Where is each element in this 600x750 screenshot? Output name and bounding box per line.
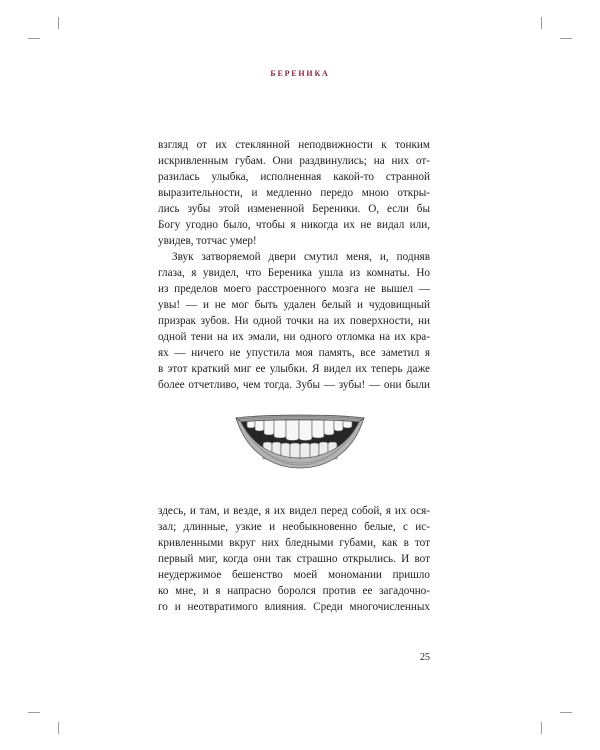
text-line: глаза, я увидел, что Береника ушла из комнаты. Но (158, 267, 430, 279)
text-line: Богу угодно было, чтобы я никогда их не видал или, (158, 219, 430, 231)
body-text-top (158, 137, 430, 393)
text-line: увы! — и не мог быть удален белый и чудовищный (158, 299, 430, 311)
crop-mark-bottom-right-vertical (541, 722, 542, 734)
text-line: зал; длинные, узкие и необыкновенно белые, с ис- (158, 521, 430, 533)
text-line: первый миг, когда они так страшно открылись. И вот (158, 553, 430, 565)
text-line: ях — ничего не упустила моя память, все заметил я (158, 347, 430, 359)
text-line: кривленными вкруг них бледными губами, как в тот (158, 537, 430, 549)
text-line: призрак зубов. Ни одной точки на их поверхности, ни (158, 315, 430, 327)
crop-mark-top-left-vertical (58, 17, 59, 29)
text-line: одной тени на их эмали, ни одного отломка на их кра- (158, 331, 430, 343)
smile-illustration (235, 411, 365, 471)
text-line: ко мне, и я напрасно боролся против ее загадочно- (158, 585, 430, 597)
text-line: неудержимое бешенство моей мономании пришло (158, 569, 430, 581)
text-line: разилась улыбка, исполненная какой-то странной (158, 171, 430, 183)
text-line: выразительности, и медленно передо мною откры- (158, 187, 430, 199)
text-line: из пределов моего расстроенного мозга не вышел — (158, 283, 430, 295)
crop-mark-bottom-right-horizontal (560, 712, 572, 713)
crop-mark-top-right-horizontal (560, 38, 572, 39)
crop-mark-top-right-vertical (541, 17, 542, 29)
text-line: здесь, и там, и везде, я их видел перед собой, я их ося- (158, 505, 430, 517)
body-text-bottom (158, 503, 430, 615)
text-line: лись зубы этой измененной Береники. О, если бы (158, 203, 430, 215)
text-line: искривленным губам. Они раздвинулись; на них от- (158, 155, 430, 167)
crop-mark-bottom-left-vertical (58, 722, 59, 734)
running-title: БЕРЕНИКА (270, 69, 330, 78)
text-line-paragraph-end: увидев, тотчас умер! (158, 235, 257, 247)
text-line: более отчетливо, чем тогда. Зубы — зубы! — они были (158, 379, 430, 391)
text-line: в этот краткий миг ее улыбки. Я видел их теперь даже (158, 363, 430, 375)
text-line-paragraph-start: Звук затворяемой двери смутил меня, и, подняв (172, 251, 430, 263)
crop-mark-top-left-horizontal (28, 38, 40, 39)
crop-mark-bottom-left-horizontal (28, 712, 40, 713)
text-line: го и неотвратимого влияния. Среди многочисленных (158, 601, 430, 613)
page-number: 25 (420, 652, 430, 663)
text-line: взгляд от их стеклянной неподвижности к тонким (158, 139, 430, 151)
